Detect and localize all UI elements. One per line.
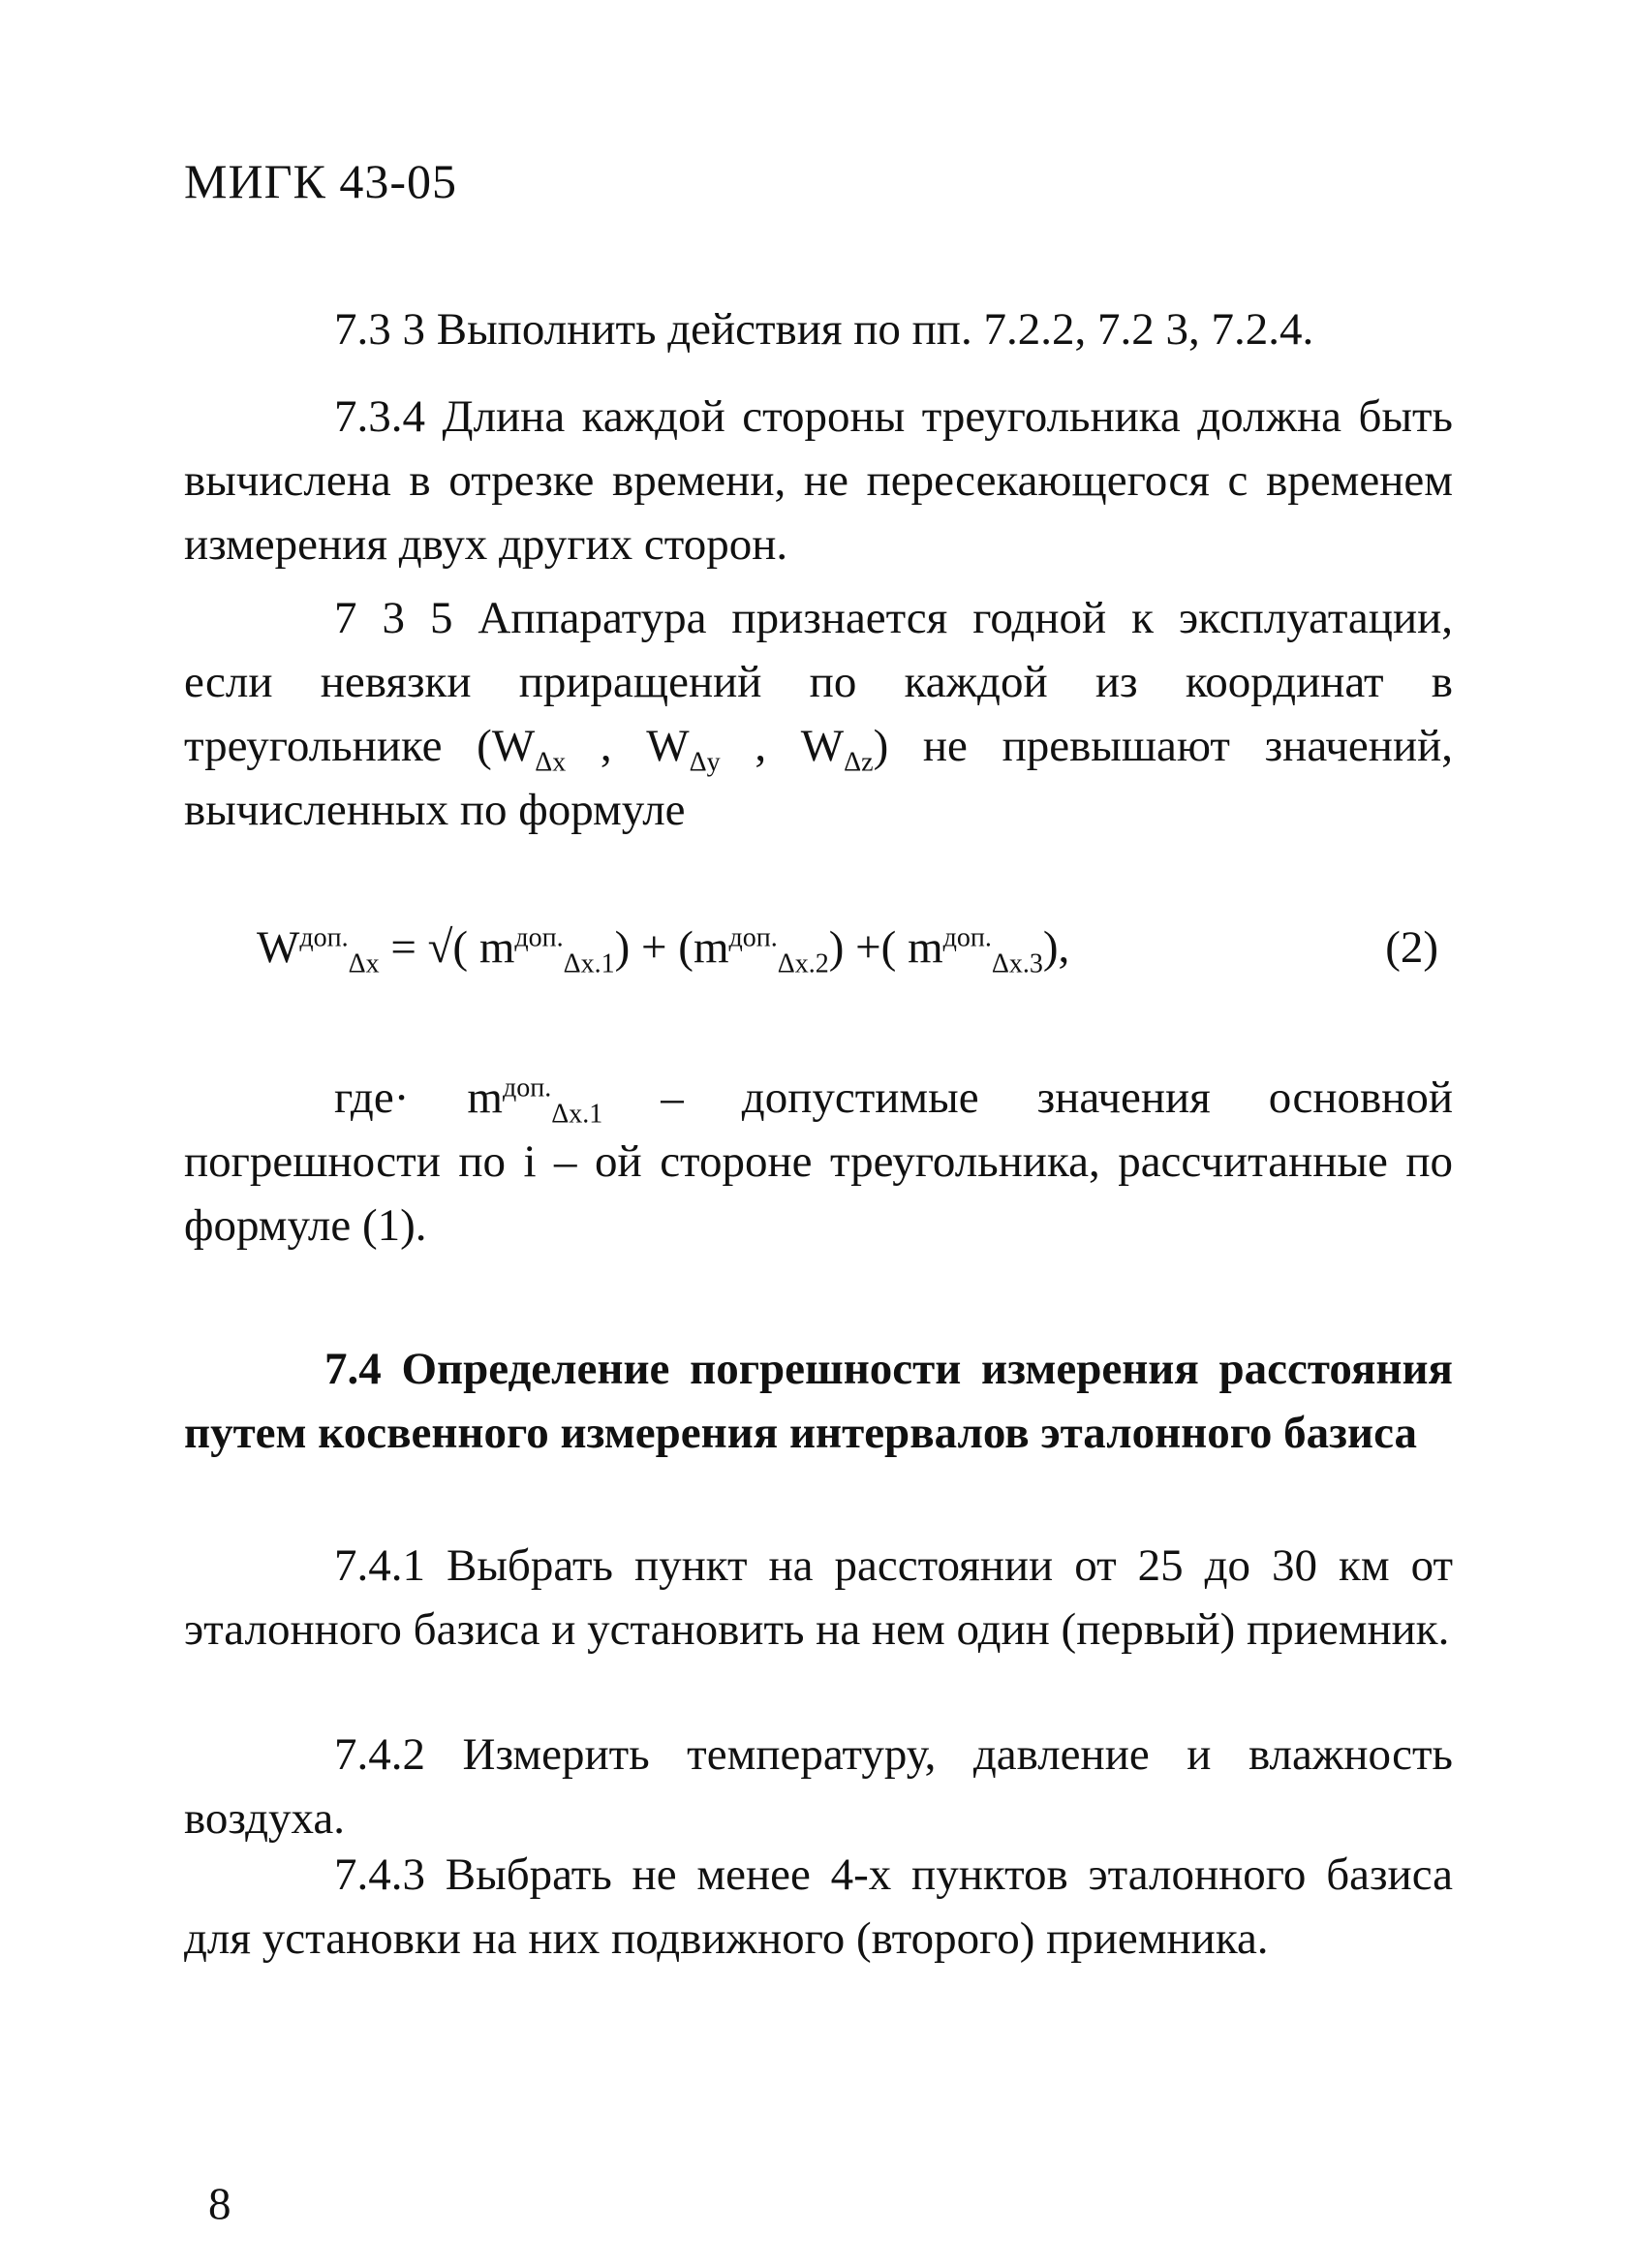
separator-2: , (720, 721, 801, 771)
paragraph-7-3-4: 7.3.4 Длина каждой стороны треугольника должна быть вычислена в отрезке времени, не пересекающегося с временем измерения двух других сторон. (184, 391, 1453, 570)
w-y-subscript: Δу (689, 747, 721, 778)
where-text: – допустимые значения основной погрешности по i – ой стороне треугольника, рассчитанные по формуле (1). (184, 1072, 1453, 1251)
formula-t3-sub: Δх.3 (991, 948, 1043, 979)
document-code: МИГК 43-05 (184, 154, 457, 208)
formula-lhs-w: W (257, 922, 300, 973)
paragraph-7-4-1: 7.4.1 Выбрать пункт на расстоянии от 25 до 30 км от эталонного базиса и установить на нем один (первый) приемник. (184, 1540, 1453, 1655)
formula-t1-sub: Δх.1 (563, 948, 615, 979)
formula-expression (257, 916, 1069, 979)
paragraph-7-4-3-block (184, 1843, 1453, 1971)
where-sup: доп. (502, 1072, 552, 1103)
where-block (184, 1066, 1453, 1258)
formula-plus-1: ) + (m (614, 922, 729, 973)
where-lead: где· m (334, 1072, 503, 1123)
formula-close: ), (1042, 922, 1070, 973)
section-heading-7-4: 7.4 Определение погрешности измерения расстояния путем косвенного измерения интервалов эталонного базиса (184, 1344, 1453, 1458)
paragraph-7-3-3-block (184, 297, 1453, 361)
formula-t2-sup: доп. (728, 922, 778, 953)
paragraph-7-4-3: 7.4.3 Выбрать не менее 4-х пунктов эталонного базиса для установки на них подвижного (второго) приемника. (184, 1849, 1453, 1964)
paragraph-7-3-5 (184, 586, 1453, 842)
formula-t2-sub: Δх.2 (777, 948, 829, 979)
page-number: 8 (208, 2179, 231, 2229)
paragraph-7-4-1-block (184, 1534, 1453, 1662)
p735-text-before: 7 3 5 Аппаратура признается годной к эксплуатации, если невязки приращений по каждой из координат в треугольнике ( (184, 593, 1453, 771)
formula-plus-2: ) +( m (828, 922, 943, 973)
formula-lhs-sup: доп. (299, 922, 349, 953)
p735-text-after: ) не превышают значений, вычисленных по формуле (184, 721, 1453, 835)
formula-t3-sup: доп. (942, 922, 992, 953)
w-x-subscript: Δх (535, 747, 567, 778)
formula-number: (2) (1385, 922, 1438, 973)
w-x-symbol: W (491, 721, 536, 771)
formula-eq: = √( m (379, 922, 515, 973)
w-z-symbol: W (800, 721, 845, 771)
paragraph-7-4-2: 7.4.2 Измерить температуру, давление и влажность воздуха. (184, 1729, 1453, 1844)
where-paragraph (184, 1066, 1453, 1258)
paragraph-7-3-5-block (184, 586, 1453, 842)
formula-t1-sup: доп. (514, 922, 564, 953)
paragraph-7-4-2-block (184, 1723, 1453, 1850)
paragraph-7-3-4-block (184, 385, 1453, 576)
w-y-symbol: W (646, 721, 690, 771)
formula-lhs-sub: Δх (348, 948, 380, 979)
paragraph-7-3-3: 7.3 3 Выполнить действия по пп. 7.2.2, 7.2 3, 7.2.4. (334, 304, 1314, 355)
separator-1: , (566, 721, 647, 771)
where-sub: Δх.1 (551, 1099, 603, 1130)
w-z-subscript: Δz (844, 747, 874, 778)
